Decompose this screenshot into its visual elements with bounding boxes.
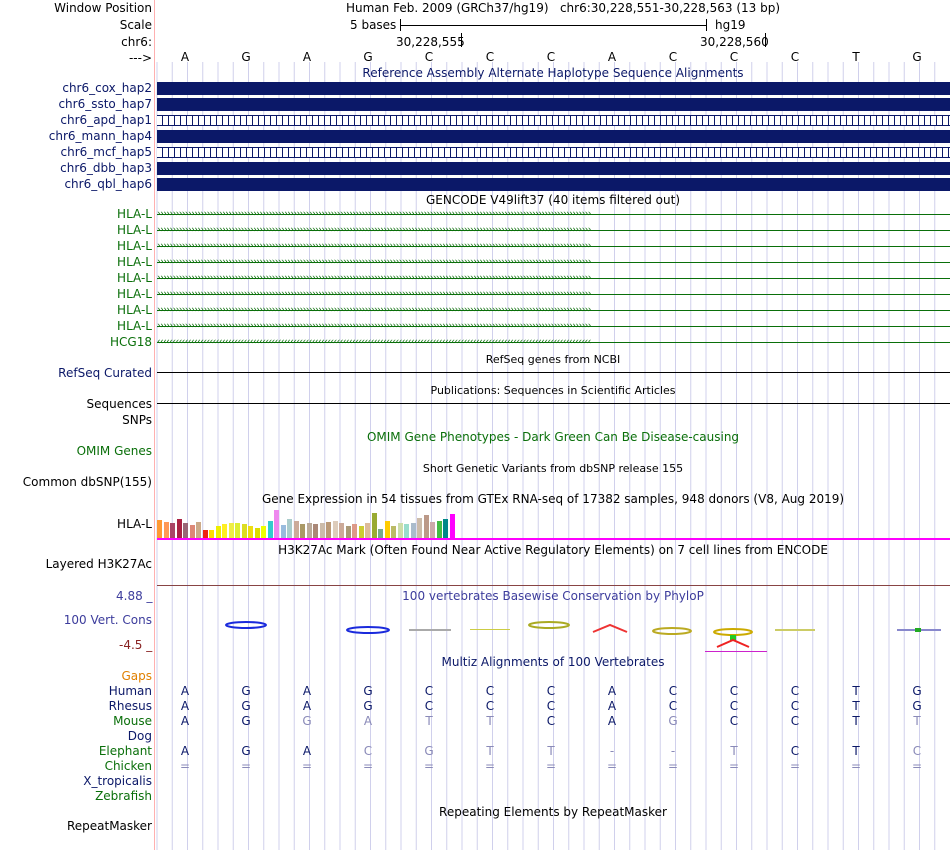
forward-strand-arrows-icon: ›››››››››››››››››››››››››››››››››››››››››››››››››››››››››››››››››››››››››››››››››››››››››››››››››››››››››››››››››››››››››››››››››››››››››››› — [157, 306, 591, 315]
multiz-base: C — [546, 684, 556, 698]
multiz-base: = — [545, 759, 557, 773]
gtex-tissue-bar[interactable] — [255, 528, 260, 538]
alt-haplotype-bar[interactable] — [157, 82, 950, 95]
multiz-base: G — [363, 684, 373, 698]
multiz-base: = — [667, 759, 679, 773]
multiz-base: A — [180, 744, 190, 758]
multiz-base: C — [729, 684, 739, 698]
alt-haplotype-bar[interactable] — [157, 98, 950, 111]
forward-strand-arrows-icon: ›››››››››››››››››››››››››››››››››››››››››››››››››››››››››››››››››››››››››››››››››››››››››››››››››››››››››››››››››››››››››››››››››››››››››››› — [157, 226, 591, 235]
gtex-tissue-bar[interactable] — [391, 526, 396, 538]
gtex-tissue-bar[interactable] — [190, 525, 195, 538]
gtex-tissue-bar[interactable] — [287, 519, 292, 538]
repeatmasker-label[interactable]: RepeatMasker — [66, 819, 152, 833]
reference-base: C — [485, 50, 495, 64]
reference-base: C — [546, 50, 556, 64]
reference-base: T — [852, 50, 860, 64]
gtex-title[interactable]: Gene Expression in 54 tissues from GTEx RNA-seq of 17382 samples, 948 donors (V8, Aug 2019) — [261, 492, 845, 506]
publications-line — [157, 403, 950, 404]
gencode-gene-label[interactable]: HLA-L — [117, 207, 152, 221]
gtex-tissue-bar[interactable] — [300, 524, 305, 538]
alt-haplotype-label[interactable]: chr6_mann_hap4 — [48, 129, 152, 143]
multiz-species-label[interactable]: Rhesus — [108, 699, 152, 713]
multiz-title[interactable]: Multiz Alignments of 100 Vertebrates — [441, 655, 665, 669]
gencode-gene-feature[interactable] — [157, 290, 950, 299]
dbsnp-label[interactable]: Common dbSNP(155) — [22, 475, 152, 489]
multiz-species-label[interactable]: Chicken — [104, 759, 152, 773]
gtex-tissue-bar[interactable] — [307, 523, 312, 538]
multiz-base: A — [180, 684, 190, 698]
scale-text: 5 bases — [350, 18, 397, 32]
reference-base: A — [607, 50, 617, 64]
gtex-tissue-bar[interactable] — [222, 524, 227, 538]
multiz-base: = — [362, 759, 374, 773]
gencode-gene-feature[interactable] — [157, 210, 950, 219]
multiz-base: A — [607, 714, 617, 728]
alt-haplotype-label[interactable]: chr6_ssto_hap7 — [58, 97, 152, 111]
alt-haplotype-bar[interactable] — [157, 147, 950, 158]
multiz-species-label[interactable]: Dog — [127, 729, 152, 743]
refseq-title[interactable]: RefSeq genes from NCBI — [485, 353, 621, 366]
gtex-tissue-bar[interactable] — [333, 521, 338, 538]
gencode-gene-feature[interactable] — [157, 242, 950, 251]
multiz-base: = — [850, 759, 862, 773]
multiz-base: = — [789, 759, 801, 773]
multiz-base: - — [609, 744, 615, 758]
gencode-title[interactable]: GENCODE V49lift37 (40 items filtered out) — [425, 193, 680, 207]
alt-haplotype-bar[interactable] — [157, 130, 950, 143]
multiz-base: G — [302, 714, 312, 728]
multiz-base: = — [484, 759, 496, 773]
multiz-base: A — [302, 744, 312, 758]
gtex-tissue-bar[interactable] — [339, 523, 344, 538]
reverse-strand-arrows-icon: ‹‹‹‹‹‹‹‹‹‹‹‹‹‹‹‹‹‹‹‹‹‹‹‹‹‹‹‹‹‹‹‹‹‹‹‹‹‹‹‹‹‹‹‹‹‹‹‹‹‹‹‹‹‹‹‹‹‹‹‹‹‹‹‹‹‹‹‹‹‹‹‹‹‹‹‹‹‹‹‹‹‹‹‹‹‹‹‹‹‹‹‹‹‹‹‹‹‹‹‹‹‹‹‹‹‹‹‹‹‹‹‹‹‹‹‹‹‹‹‹‹‹‹‹‹‹‹‹‹‹‹‹‹‹‹‹‹‹‹‹ — [157, 338, 591, 347]
multiz-base: C — [790, 699, 800, 713]
multiz-base: G — [241, 744, 251, 758]
multiz-base: T — [486, 714, 494, 728]
multiz-base: C — [424, 684, 434, 698]
gtex-tissue-bar[interactable] — [196, 522, 201, 538]
snps-label[interactable]: SNPs — [122, 413, 152, 427]
gencode-gene-label[interactable]: HLA-L — [117, 255, 152, 269]
multiz-base: A — [180, 714, 190, 728]
omim-title[interactable]: OMIM Gene Phenotypes - Dark Green Can Be Disease-causing — [366, 430, 740, 444]
gtex-tissue-bar[interactable] — [183, 523, 188, 538]
multiz-base: = — [423, 759, 435, 773]
multiz-base: T — [486, 744, 494, 758]
multiz-base: G — [424, 744, 434, 758]
multiz-species-label[interactable]: X_tropicalis — [83, 774, 152, 788]
gencode-gene-feature[interactable] — [157, 258, 950, 267]
multiz-base: A — [302, 684, 312, 698]
multiz-base: G — [912, 684, 922, 698]
multiz-base: C — [546, 699, 556, 713]
gencode-gene-label[interactable]: HLA-L — [117, 319, 152, 333]
multiz-base: C — [546, 714, 556, 728]
multiz-base: G — [668, 714, 678, 728]
position-text[interactable]: Human Feb. 2009 (GRCh37/hg19) chr6:30,228,551-30,228,563 (13 bp) — [346, 1, 781, 15]
chrom-label: chr6: — [121, 35, 152, 49]
alt-haplotype-bar[interactable] — [157, 162, 950, 175]
gencode-gene-feature[interactable] — [157, 322, 950, 331]
gtex-tissue-bar[interactable] — [203, 530, 208, 538]
scale-label: Scale — [119, 18, 152, 32]
strand-arrow-label: ---> — [128, 51, 152, 65]
multiz-base: T — [913, 714, 921, 728]
multiz-species-label[interactable]: Mouse — [113, 714, 152, 728]
multiz-base: = — [606, 759, 618, 773]
gaps-label[interactable]: Gaps — [121, 669, 152, 683]
alt-haplotype-label[interactable]: chr6_apd_hap1 — [60, 113, 152, 127]
gtex-tissue-bar[interactable] — [268, 521, 273, 538]
forward-strand-arrows-icon: ›››››››››››››››››››››››››››››››››››››››››››››››››››››››››››››››››››››››››››››››››››››››››››››››››››››››››››››››››››››››››››››››››››››››››››› — [157, 258, 591, 267]
h3k27ac-baseline — [157, 585, 950, 586]
multiz-base: C — [790, 744, 800, 758]
forward-strand-arrows-icon: ›››››››››››››››››››››››››››››››››››››››››››››››››››››››››››››››››››››››››››››››››››››››››››››››››››››››››››››››››››››››››››››››››››››››››››› — [157, 290, 591, 299]
reference-base: C — [790, 50, 800, 64]
multiz-base: T — [852, 684, 860, 698]
forward-strand-arrows-icon: ›››››››››››››››››››››››››››››››››››››››››››››››››››››››››››››››››››››››››››››››››››››››››››››››››››››››››››››››››››››››››››››››››››››››››››› — [157, 210, 591, 219]
forward-strand-arrows-icon: ›››››››››››››››››››››››››››››››››››››››››››››››››››››››››››››››››››››››››››››››››››››››››››››››››››››››››››››››››››››››››››››››››››››››››››› — [157, 274, 591, 283]
multiz-base: C — [668, 684, 678, 698]
gencode-gene-label[interactable]: HCG18 — [110, 335, 152, 349]
multiz-base: T — [852, 699, 860, 713]
gtex-tissue-bar[interactable] — [404, 524, 409, 538]
scale-bar-right-tick — [706, 19, 707, 31]
multiz-base: T — [852, 744, 860, 758]
phylop-label[interactable]: 100 Vert. Cons — [63, 613, 152, 627]
multiz-base: A — [180, 699, 190, 713]
multiz-base: C — [912, 744, 922, 758]
multiz-base: A — [363, 714, 373, 728]
gtex-tissue-bar[interactable] — [229, 523, 234, 538]
multiz-species-label[interactable]: Elephant — [98, 744, 152, 758]
gtex-tissue-bar[interactable] — [157, 520, 162, 538]
reference-base: C — [668, 50, 678, 64]
alt-haplotype-label[interactable]: chr6_mcf_hap5 — [60, 145, 152, 159]
multiz-base: C — [363, 744, 373, 758]
ruler-tick-2 — [765, 33, 766, 47]
gtex-baseline — [157, 538, 950, 540]
multiz-base: A — [607, 699, 617, 713]
gtex-tissue-bar[interactable] — [164, 522, 169, 538]
gtex-tissue-bar[interactable] — [359, 526, 364, 538]
multiz-base: T — [730, 744, 738, 758]
multiz-base: G — [241, 699, 251, 713]
gtex-tissue-bar[interactable] — [385, 521, 390, 538]
gencode-gene-feature[interactable] — [157, 306, 950, 315]
gtex-tissue-bar[interactable] — [209, 530, 214, 538]
alt-haplotype-bar[interactable] — [157, 178, 950, 191]
gtex-tissue-bar[interactable] — [398, 523, 403, 538]
multiz-species-label[interactable]: Zebrafish — [95, 789, 152, 803]
multiz-base: C — [485, 699, 495, 713]
gtex-label[interactable]: HLA-L — [117, 517, 152, 531]
gtex-tissue-bar[interactable] — [281, 525, 286, 538]
alt-haplotypes-title[interactable]: Reference Assembly Alternate Haplotype Sequence Alignments — [362, 66, 744, 80]
forward-strand-arrows-icon: ›››››››››››››››››››››››››››››››››››››››››››››››››››››››››››››››››››››››››››››››››››››››››››››››››››››››››››››››››››››››››››››››››››››››››››› — [157, 242, 591, 251]
gtex-tissue-bar[interactable] — [294, 521, 299, 538]
gtex-tissue-bar[interactable] — [242, 524, 247, 538]
multiz-base: - — [670, 744, 676, 758]
alt-haplotype-label[interactable]: chr6_dbb_hap3 — [60, 161, 152, 175]
gtex-tissue-bar[interactable] — [346, 526, 351, 538]
scale-bar-left-tick — [400, 19, 401, 31]
label-divider — [154, 0, 155, 850]
reference-base: G — [912, 50, 922, 64]
alt-haplotype-bar[interactable] — [157, 115, 950, 126]
window-position-label: Window Position — [54, 1, 152, 15]
dbsnp-title[interactable]: Short Genetic Variants from dbSNP release 155 — [422, 462, 684, 475]
gtex-tissue-bar[interactable] — [326, 522, 331, 538]
phylop-ymax: 4.88 _ — [116, 589, 153, 603]
gtex-tissue-bar[interactable] — [411, 523, 416, 538]
multiz-base: C — [790, 714, 800, 728]
gtex-tissue-bar[interactable] — [177, 519, 182, 538]
gtex-tissue-bar[interactable] — [430, 522, 435, 538]
refseq-line — [157, 372, 950, 373]
phylop-ymin: -4.5 _ — [119, 638, 153, 652]
refseq-label[interactable]: RefSeq Curated — [58, 366, 152, 380]
ruler-tick-label-2: 30,228,560 — [700, 35, 769, 49]
multiz-base: C — [790, 684, 800, 698]
gtex-tissue-bar[interactable] — [424, 515, 429, 538]
reference-base: A — [180, 50, 190, 64]
publications-title[interactable]: Publications: Sequences in Scientific Articles — [430, 384, 676, 397]
gtex-tissue-bar[interactable] — [352, 524, 357, 538]
phylop-title[interactable]: 100 vertebrates Basewise Conservation by PhyloP — [402, 589, 704, 603]
gencode-gene-label[interactable]: HLA-L — [117, 239, 152, 253]
multiz-base: C — [729, 714, 739, 728]
multiz-base: G — [241, 714, 251, 728]
h3k27ac-title[interactable]: H3K27Ac Mark (Often Found Near Active Regulatory Elements) on 7 cell lines from ENCODE — [278, 543, 828, 557]
multiz-base: C — [485, 684, 495, 698]
multiz-base: = — [179, 759, 191, 773]
multiz-base: A — [607, 684, 617, 698]
multiz-base: G — [912, 699, 922, 713]
multiz-base: G — [363, 699, 373, 713]
reference-base: C — [729, 50, 739, 64]
multiz-base: G — [241, 684, 251, 698]
repeatmasker-title[interactable]: Repeating Elements by RepeatMasker — [439, 805, 667, 819]
gtex-tissue-bar[interactable] — [437, 521, 442, 538]
gtex-tissue-bar[interactable] — [443, 519, 448, 538]
multiz-base: T — [425, 714, 433, 728]
gtex-tissue-bar[interactable] — [170, 523, 175, 538]
reference-base: C — [424, 50, 434, 64]
gtex-tissue-bar[interactable] — [261, 526, 266, 538]
h3k27ac-label[interactable]: Layered H3K27Ac — [45, 557, 152, 571]
reference-base: G — [363, 50, 373, 64]
multiz-base: C — [424, 699, 434, 713]
multiz-base: = — [728, 759, 740, 773]
gtex-tissue-bar[interactable] — [450, 514, 455, 538]
multiz-base: C — [668, 699, 678, 713]
gtex-tissue-bar[interactable] — [417, 518, 422, 538]
forward-strand-arrows-icon: ›››››››››››››››››››››››››››››››››››››››››››››››››››››››››››››››››››››››››››››››››››››››››››››››››››››››››››››››››››››››››››››››››››››››››››› — [157, 322, 591, 331]
gtex-tissue-bar[interactable] — [235, 523, 240, 538]
multiz-base: T — [547, 744, 555, 758]
assembly-label: hg19 — [715, 18, 746, 32]
gtex-tissue-bar[interactable] — [365, 523, 370, 538]
gencode-gene-label[interactable]: HLA-L — [117, 223, 152, 237]
multiz-base: = — [301, 759, 313, 773]
multiz-base: = — [911, 759, 923, 773]
multiz-base: C — [729, 699, 739, 713]
gtex-tissue-bar[interactable] — [372, 513, 377, 538]
multiz-base: = — [240, 759, 252, 773]
gencode-gene-feature[interactable] — [157, 226, 950, 235]
gencode-gene-label[interactable]: HLA-L — [117, 287, 152, 301]
publications-label[interactable]: Sequences — [86, 397, 152, 411]
multiz-species-label[interactable]: Human — [108, 684, 152, 698]
gtex-tissue-bar[interactable] — [378, 529, 383, 538]
gencode-gene-label[interactable]: HLA-L — [117, 271, 152, 285]
ruler-tick-label-1: 30,228,555 — [396, 35, 465, 49]
reference-base: G — [241, 50, 251, 64]
gencode-gene-feature[interactable] — [157, 274, 950, 283]
ruler-tick-1 — [461, 33, 462, 47]
gtex-tissue-bar[interactable] — [274, 510, 279, 538]
alt-haplotype-label[interactable]: chr6_qbl_hap6 — [64, 177, 152, 191]
reference-base: A — [302, 50, 312, 64]
alt-haplotype-label[interactable]: chr6_cox_hap2 — [62, 81, 152, 95]
phylop-logo — [157, 610, 950, 655]
multiz-base: T — [852, 714, 860, 728]
omim-label[interactable]: OMIM Genes — [76, 444, 152, 458]
gtex-tissue-bar[interactable] — [320, 523, 325, 538]
gtex-tissue-bar[interactable] — [313, 524, 318, 538]
gencode-gene-label[interactable]: HLA-L — [117, 303, 152, 317]
gtex-tissue-bar[interactable] — [216, 526, 221, 538]
multiz-base: A — [302, 699, 312, 713]
scale-bar — [400, 25, 706, 26]
gencode-gene-feature[interactable] — [157, 338, 950, 347]
gtex-tissue-bar[interactable] — [248, 526, 253, 538]
